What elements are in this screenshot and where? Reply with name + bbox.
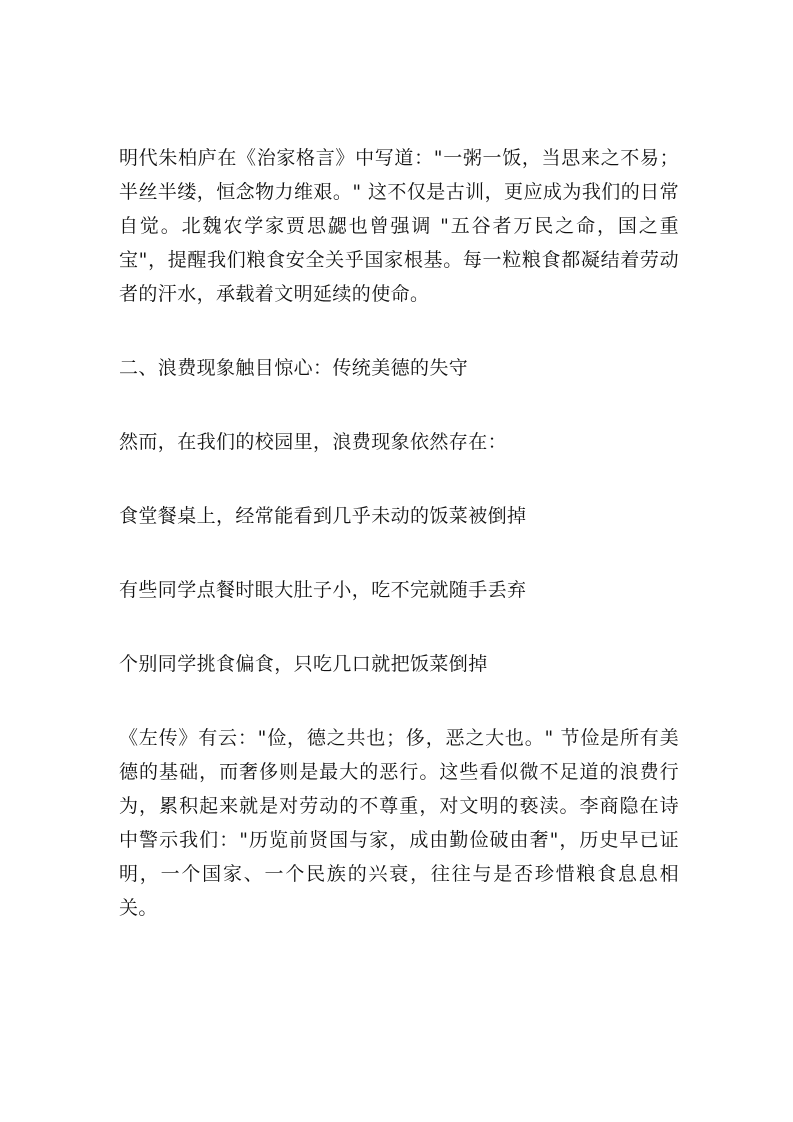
list-item-canteen: 食堂餐桌上，经常能看到几乎未动的饭菜被倒掉 — [119, 505, 527, 527]
paragraph-zuozhuan: 《左传》有云："俭，德之共也；侈，恶之大也。" 节俭是所有美德的基础，而奢侈则是最大的恶行。这些看似微不足道的浪费行为，累积起来就是对劳动的不尊重，对文明的亵渎。李商隐在诗中警示我们："历览前贤国与家，成由勤俭破由奢"，历史早已证明，一个国家、一个民族的兴衰，往往与是否珍惜粮食息息相关。 — [119, 727, 679, 919]
paragraph-waste-intro: 然而，在我们的校园里，浪费现象依然存在： — [119, 431, 508, 453]
section-heading-waste: 二、浪费现象触目惊心：传统美德的失守 — [119, 357, 469, 379]
paragraph-zhijia-geyan: 明代朱柏庐在《治家格言》中写道："一粥一饭，当思来之不易；半丝半缕，恒念物力维艰。" 这不仅是古训，更应成为我们的日常自觉。北魏农学家贾思勰也曾强调 "五谷者万民之命，国之重宝"，提醒我们粮食安全关乎国家根基。每一粒粮食都凝结着劳动者的汗水，承载着文明延续的使命。 — [119, 147, 679, 305]
list-item-picky: 个别同学挑食偏食，只吃几口就把饭菜倒掉 — [119, 653, 488, 675]
list-item-overorder: 有些同学点餐时眼大肚子小，吃不完就随手丢弃 — [119, 579, 527, 601]
document-body — [119, 141, 679, 925]
